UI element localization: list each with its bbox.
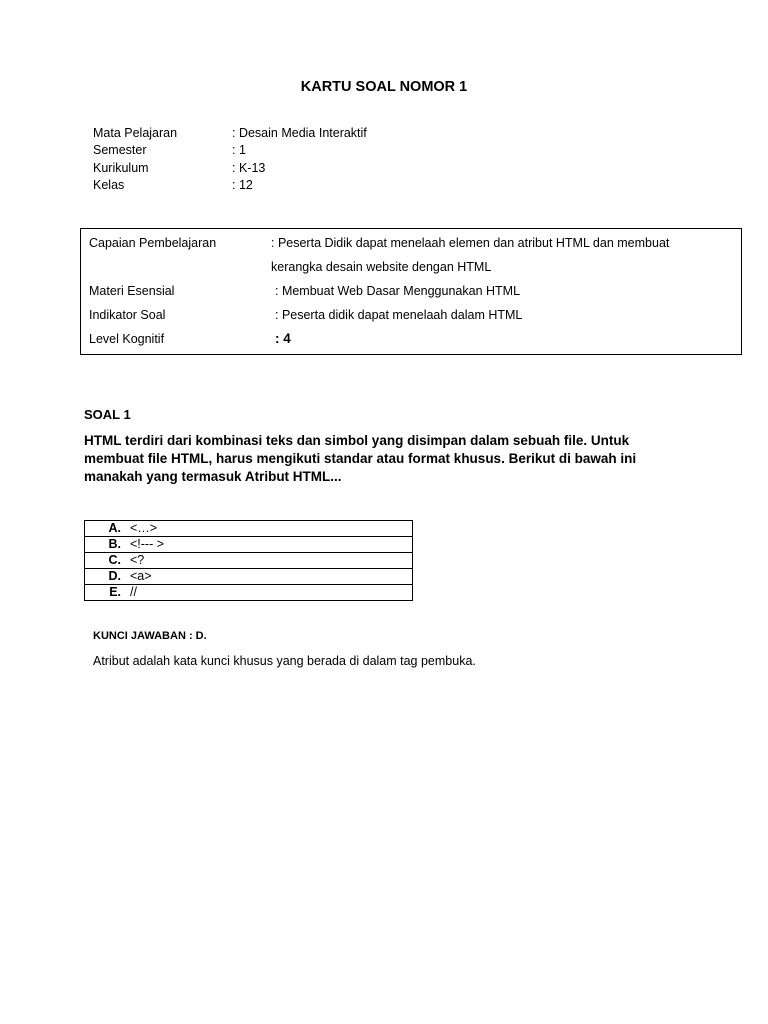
option-row	[85, 521, 413, 537]
option-letter: B.	[108, 537, 121, 551]
meta-row-semester	[93, 142, 367, 160]
meta-label: Kurikulum	[93, 160, 149, 175]
option-cell	[85, 585, 413, 601]
info-label: Materi Esensial	[89, 284, 175, 298]
option-row	[85, 569, 413, 585]
option-text: <a>	[130, 569, 152, 583]
meta-label: Semester	[93, 143, 147, 158]
info-value-line: : Peserta Didik dapat menelaah elemen dan atribut HTML dan membuat	[271, 236, 670, 250]
info-row-level	[89, 327, 739, 351]
question-text: HTML terdiri dari kombinasi teks dan simbol yang disimpan dalam sebuah file. Untuk membuat file HTML, harus mengikuti standar atau format khusus. Berikut di bawah ini manakah yang termasuk Atribut HTML...	[84, 433, 637, 484]
option-letter: A.	[108, 521, 121, 535]
info-value: : 4	[275, 331, 291, 346]
option-text: <…>	[130, 521, 158, 535]
meta-block	[93, 124, 367, 194]
info-label: Indikator Soal	[89, 308, 166, 322]
info-box	[80, 228, 742, 355]
answer-key: KUNCI JAWABAN : D.	[93, 630, 207, 642]
meta-label: Mata Pelajaran	[93, 125, 178, 140]
option-cell	[85, 553, 413, 569]
option-letter: C.	[108, 553, 121, 567]
meta-row-mata-pelajaran	[93, 124, 367, 142]
option-row	[85, 585, 413, 601]
option-letter: D.	[108, 569, 121, 583]
info-row-indikator	[89, 303, 739, 327]
option-text: <!--- >	[130, 537, 165, 551]
option-text: <?	[130, 553, 145, 567]
info-label: Capaian Pembelajaran	[89, 236, 217, 250]
option-cell	[85, 521, 413, 537]
info-value-line: kerangka desain website dengan HTML	[271, 260, 492, 274]
info-row-capaian	[89, 231, 739, 279]
option-cell	[85, 537, 413, 553]
page-title: KARTU SOAL NOMOR 1	[300, 79, 468, 95]
option-row	[85, 553, 413, 569]
option-letter: E.	[109, 585, 121, 599]
info-label: Level Kognitif	[89, 332, 165, 346]
option-text: //	[130, 585, 137, 599]
meta-value: : K-13	[232, 160, 266, 175]
info-value: : Membuat Web Dasar Menggunakan HTML	[275, 284, 521, 298]
meta-row-kelas	[93, 177, 367, 195]
info-value: : Peserta didik dapat menelaah dalam HTML	[275, 308, 523, 322]
meta-value: : 12	[232, 178, 253, 193]
answer-explanation: Atribut adalah kata kunci khusus yang berada di dalam tag pembuka.	[93, 654, 476, 668]
meta-row-kurikulum	[93, 159, 367, 177]
soal-heading: SOAL 1	[84, 407, 131, 422]
option-cell	[85, 569, 413, 585]
meta-label: Kelas	[93, 178, 125, 193]
options-table	[84, 520, 413, 601]
info-row-materi	[89, 279, 739, 303]
option-row	[85, 537, 413, 553]
meta-value: : Desain Media Interaktif	[232, 125, 367, 140]
info-value	[271, 231, 739, 279]
meta-value: : 1	[232, 143, 246, 158]
